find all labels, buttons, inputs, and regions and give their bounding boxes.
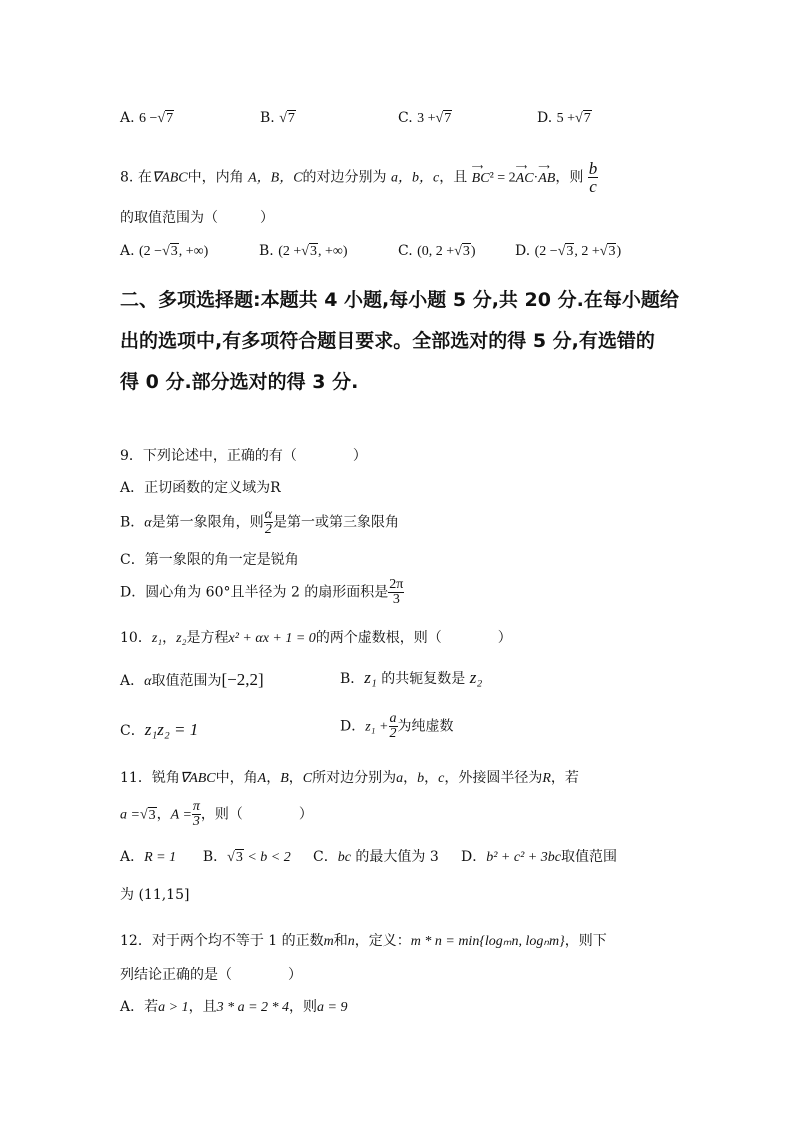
- q10-option-b: B．z₁ 的共轭复数是 z₂: [340, 668, 483, 687]
- section2-heading-line3: 得 0 分.部分选对的得 3 分.: [120, 371, 359, 393]
- q10-stem: 10．z₁，z₂是方程x² + αx + 1 = 0的两个虚数根，则（ ）: [120, 630, 512, 646]
- q12-option-a: A．若a > 1，且3 * a = 2 * 4，则a = 9: [120, 999, 348, 1015]
- section2-heading-line2: 出的选项中,有多项符合题目要求。全部选对的得 5 分,有选错的: [120, 330, 655, 352]
- q7-options: [120, 110, 174, 127]
- q11-option-c: C．bc 的最大值为 3: [312, 849, 439, 865]
- q11-option-a: A．R = 1: [120, 849, 177, 865]
- q12-stem: 12．对于两个均不等于 1 的正数m和n，定义：m * n = min{logₘn, logₙm}，则下: [120, 933, 607, 949]
- q9-option-b: B．α是第一象限角，则 $\frac{\alpha}{2}$ 是第一或第三象限角: [120, 507, 400, 537]
- q7-option-b: B. √7: [260, 110, 295, 126]
- q9-option-c: C．第一象限的角一定是锐角: [120, 552, 299, 568]
- q8-option-c: C. (0, 2 +√3): [398, 243, 476, 259]
- q7-option-d: D. 5 +√7: [537, 110, 591, 126]
- q8-fraction: $\frac{b}{c}$: [588, 159, 598, 196]
- q11-option-d-cont: 为 (11,15]: [120, 887, 190, 903]
- q8-option-b: B. (2 +√3, +∞): [259, 243, 348, 259]
- q11-options: [120, 846, 617, 866]
- q11-stem: 11．锐角∇ABC中，角A，B，C所对边分别为a，b，c，外接圆半径为R，若: [120, 770, 579, 786]
- q7-option-a: A. 6 −√7: [120, 110, 174, 126]
- q10-option-a: A．α取值范围为[−2,2]: [120, 670, 264, 689]
- q8-stem: 8. 在∇ABC中，内角 A，B，C的对边分别为 a，b，c，且 ⟶ BC² = 2⟶ AC·⟶ AB，则 $\frac{b}{c}$: [120, 160, 598, 195]
- q12-stem-line2: 列结论正确的是（ ）: [120, 967, 302, 983]
- q8-option-d: D. (2 −√3, 2 +√3): [515, 243, 622, 259]
- section2-heading-line1: 二、多项选择题:本题共 4 小题,每小题 5 分,共 20 分.在每小题给: [120, 289, 679, 311]
- q11-option-b: B．√3 < b < 2: [202, 849, 291, 865]
- q9-stem: 9．下列论述中，正确的有（ ）: [120, 448, 367, 464]
- q10-option-d: D．z₁ + $\frac{a}{2}$ 为纯虚数: [340, 711, 454, 741]
- q9-option-d: D．圆心角为 60°且半径为 2 的扇形面积是 $\frac{2\pi}{3}$: [120, 577, 404, 607]
- q10-option-c: C．z₁z₂ = 1: [120, 720, 199, 739]
- q11-option-d: D．b² + c² + 3bc取值范围: [461, 849, 617, 865]
- q9-option-a: A．正切函数的定义域为R: [120, 480, 281, 496]
- q8-option-a: A. (2 −√3, +∞): [120, 243, 209, 259]
- q8-stem-line2: 的取值范围为（ ）: [120, 210, 274, 226]
- q7-option-c: C. 3 +√7: [398, 110, 452, 126]
- q11-stem-line2: a =√3，A = $\frac{\pi}{3}$ ，则（ ）: [120, 799, 313, 829]
